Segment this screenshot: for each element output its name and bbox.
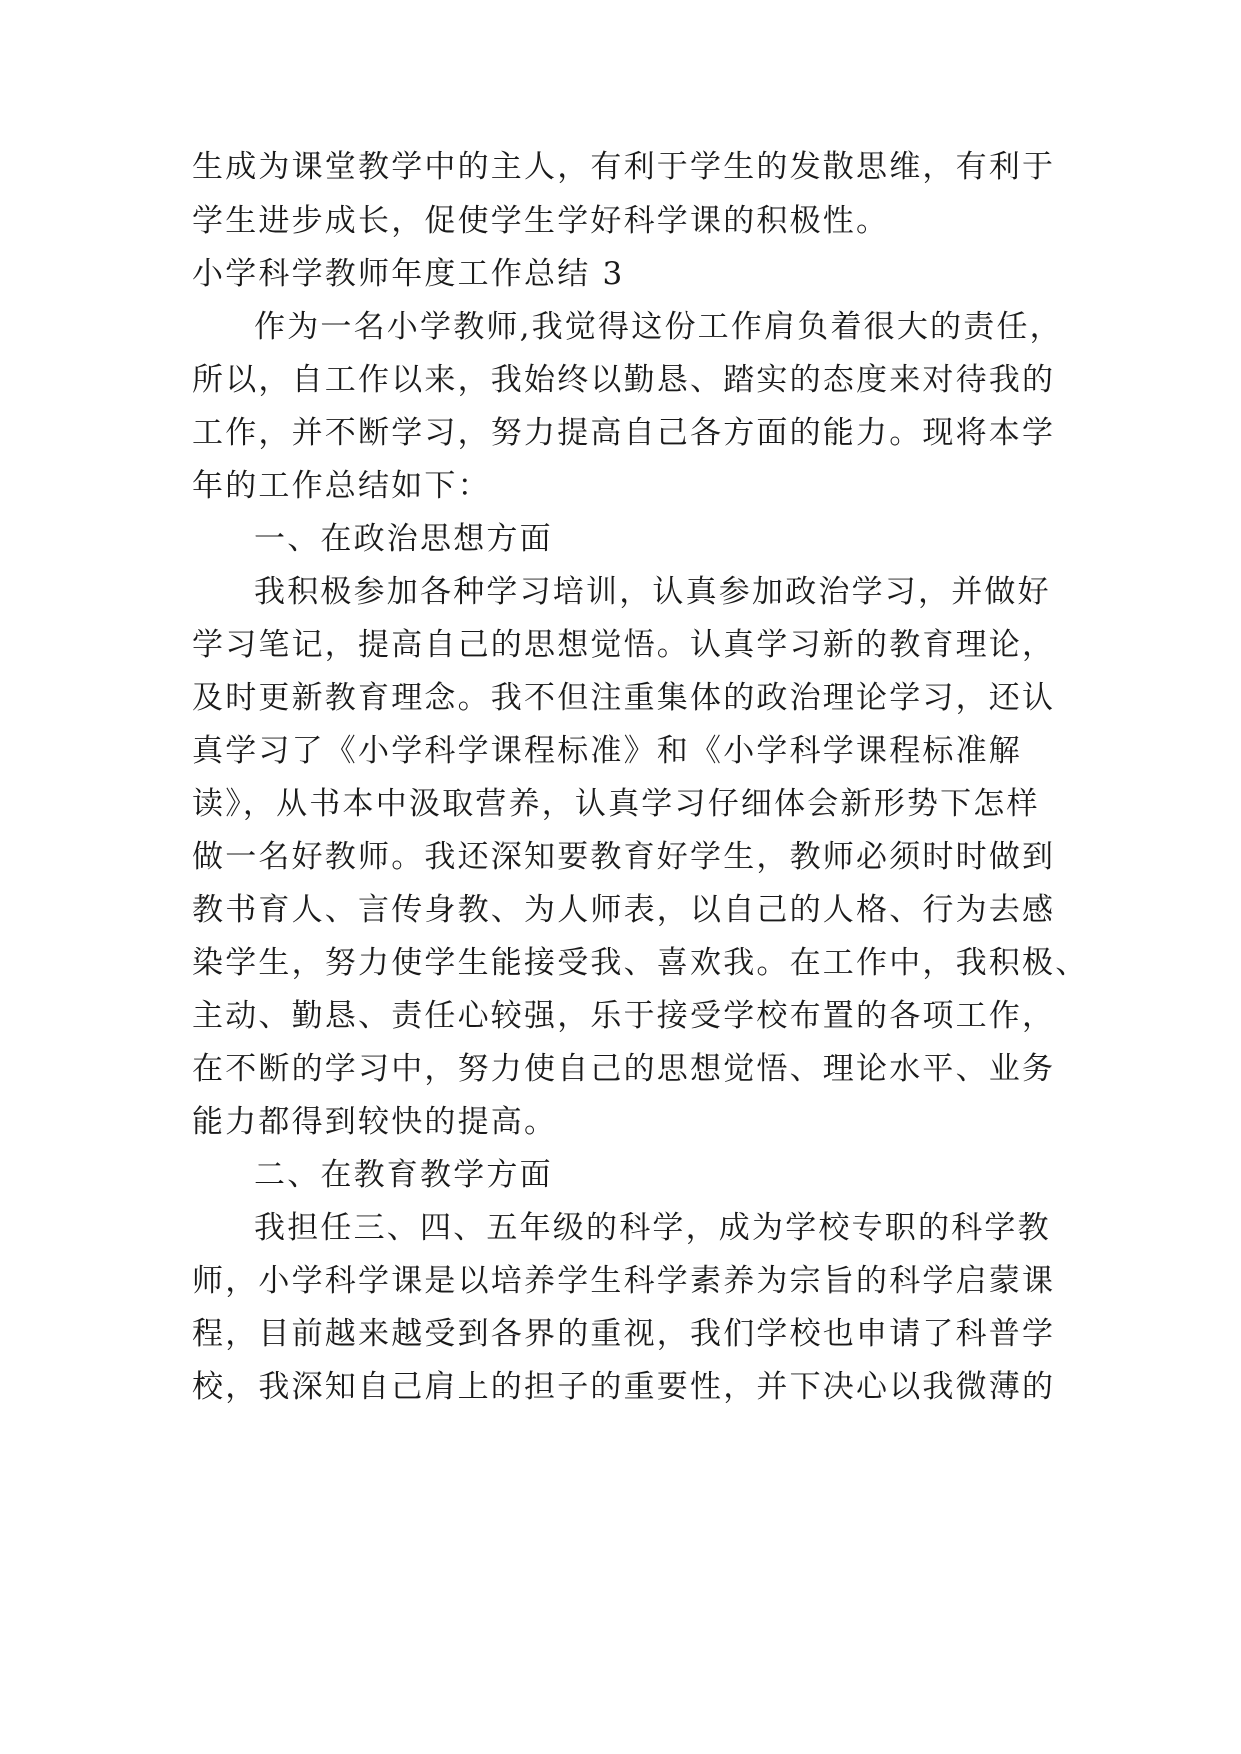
body-text-line: 工作，并不断学习，努力提高自己各方面的能力。现将本学 — [192, 415, 1056, 451]
body-text-line: 真学习了《小学科学课程标准》和《小学科学课程标准解 — [192, 733, 1022, 769]
section-title: 小学科学教师年度工作总结 3 — [192, 256, 625, 292]
body-text-line: 生成为课堂教学中的主人，有利于学生的发散思维，有利于 — [192, 149, 1056, 185]
body-text-line: 学习笔记，提高自己的思想觉悟。认真学习新的教育理论， — [192, 627, 1056, 663]
body-text-line: 师，小学科学课是以培养学生科学素养为宗旨的科学启蒙课 — [192, 1263, 1056, 1299]
body-text-line: 在不断的学习中，努力使自己的思想觉悟、理论水平、业务 — [192, 1051, 1056, 1087]
body-text-line: 读》，从书本中汲取营养，认真学习仔细体会新形势下怎样 — [192, 786, 1040, 822]
body-text-line: 程，目前越来越受到各界的重视，我们学校也申请了科普学 — [192, 1316, 1056, 1352]
body-text-line: 校，我深知自己肩上的担子的重要性，并下决心以我微薄的 — [192, 1369, 1056, 1405]
body-text-line: 教书育人、言传身教、为人师表，以自己的人格、行为去感 — [192, 892, 1056, 928]
body-text-line: 学生进步成长，促使学生学好科学课的积极性。 — [192, 203, 890, 239]
body-text-line: 年的工作总结如下： — [192, 468, 491, 504]
paragraph-first-line: 我积极参加各种学习培训，认真参加政治学习，并做好 — [254, 574, 1051, 610]
subheading: 二、在教育教学方面 — [254, 1157, 553, 1193]
body-text-line: 及时更新教育理念。我不但注重集体的政治理论学习，还认 — [192, 680, 1056, 716]
paragraph-first-line: 我担任三、四、五年级的科学，成为学校专职的科学教 — [254, 1210, 1051, 1246]
body-text-line: 所以，自工作以来，我始终以勤恳、踏实的态度来对待我的 — [192, 362, 1056, 398]
paragraph-first-line: 作为一名小学教师,我觉得这份工作肩负着很大的责任， — [254, 309, 1063, 345]
subheading: 一、在政治思想方面 — [254, 521, 553, 557]
body-text-line: 主动、勤恳、责任心较强，乐于接受学校布置的各项工作， — [192, 998, 1056, 1034]
body-text-line: 染学生，努力使学生能接受我、喜欢我。在工作中，我积极、 — [192, 945, 1089, 981]
body-text-line: 能力都得到较快的提高。 — [192, 1104, 558, 1140]
body-text-line: 做一名好教师。我还深知要教育好学生，教师必须时时做到 — [192, 839, 1056, 875]
